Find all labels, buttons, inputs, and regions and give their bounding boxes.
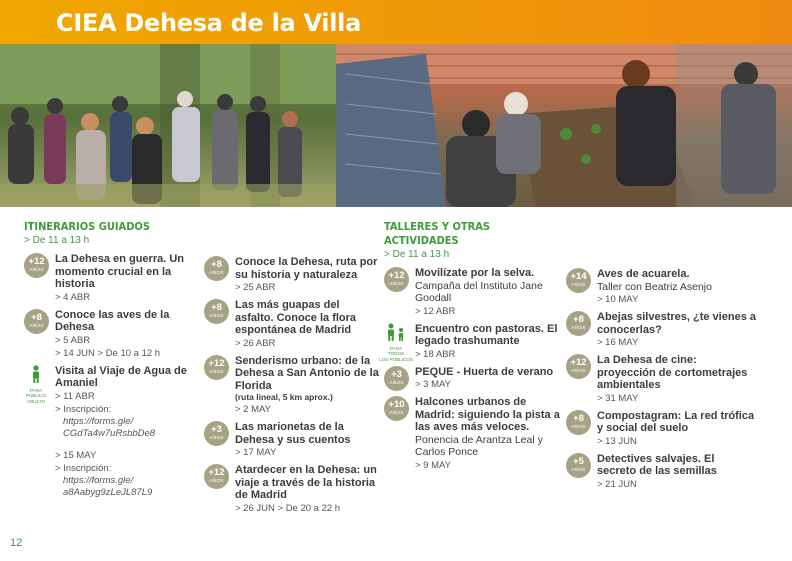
inscription-link[interactable]: https://forms.gle/ — [63, 474, 134, 486]
column-itinerarios-cont — [204, 256, 380, 520]
event-date: > 21 JUN — [597, 478, 637, 490]
age-badge: +12 AÑOS — [204, 464, 229, 489]
column-talleres — [379, 220, 564, 477]
event-date: > 2 MAY — [235, 404, 271, 415]
page-number: 12 — [10, 537, 23, 549]
event-title: Conoce las aves de la Dehesa — [55, 308, 170, 333]
section-title-talleres: TALLERES Y OTRAS — [384, 220, 491, 233]
section-time: > De 11 a 13 h — [24, 235, 90, 246]
event-item — [204, 464, 380, 515]
event-date: > 15 MAY — [55, 449, 97, 461]
event-title: Aves de acuarela. — [597, 268, 690, 280]
age-badge: +8 AÑOS — [204, 299, 229, 324]
event-date: > 14 JUN > De 10 a 12 h — [55, 347, 161, 359]
age-badge: +12 AÑOS — [204, 355, 229, 380]
photo-garden-workshop — [336, 44, 792, 207]
event-date: > 11 ABR — [55, 390, 95, 402]
age-badge: +8 AÑOS — [204, 256, 229, 281]
age-badge: +14 AÑOS — [566, 268, 591, 293]
section-title-itinerarios: ITINERARIOS GUIADOS — [24, 220, 150, 233]
event-title: Movilízate por la selva. — [415, 267, 535, 279]
inscription-link[interactable]: https://forms.gle/ — [63, 415, 134, 427]
photo-guided-walk — [0, 44, 336, 207]
age-badge: +12 AÑOS — [384, 267, 409, 292]
event-date: > 17 MAY — [235, 447, 277, 458]
event-item — [566, 311, 756, 349]
age-badge: +5 AÑOS — [566, 453, 591, 478]
event-date: > 31 MAY — [597, 392, 639, 404]
event-note: (ruta lineal, 5 km aprox.) — [235, 392, 333, 402]
event-subtitle: Ponencia de Arantza Leal y Carlos Ponce — [415, 433, 543, 458]
event-date: > 26 JUN > De 20 a 22 h — [235, 502, 341, 514]
event-item — [24, 365, 204, 499]
event-item — [204, 299, 380, 350]
event-title: Compostagram: La red trófica y social del suelo — [597, 409, 755, 434]
event-item — [24, 253, 204, 304]
event-title: Las más guapas del asfalto. Conoce la flora espontánea de Madrid — [235, 299, 357, 336]
event-item — [384, 366, 564, 392]
event-date: > 9 MAY — [415, 459, 451, 471]
event-title: Detectives salvajes. El secreto de las semillas — [597, 452, 717, 477]
inscription-link[interactable]: a8Aabyg9zLeJL87L9 — [63, 486, 153, 498]
event-title: Visita al Viaje de Agua de Amaniel — [55, 364, 187, 389]
inscription-label: > Inscripción: — [55, 403, 112, 415]
event-date: > 12 ABR — [415, 305, 456, 317]
event-date: > 25 ABR — [235, 282, 276, 293]
event-item — [204, 421, 380, 459]
event-title: PEQUE - Huerta de verano — [415, 365, 554, 378]
page-title: CIEA Dehesa de la Villa — [56, 9, 361, 37]
age-badge: +12 AÑOS — [24, 253, 49, 278]
event-item — [566, 410, 756, 448]
event-date: > 10 MAY — [597, 294, 639, 305]
event-title: Senderismo urbano: de la Dehesa a San Antonio de la Florida — [235, 354, 379, 392]
event-title: Encuentro con pastoras. El legado trashumante — [415, 322, 558, 347]
event-date: > 16 MAY — [597, 337, 639, 348]
event-item — [566, 268, 756, 306]
event-date: > 18 ABR — [415, 348, 456, 360]
event-title: La Dehesa de cine: proyección de cortometrajes ambientales — [597, 354, 748, 391]
inscription-label: > Inscripción: — [55, 462, 112, 474]
event-date: > 5 ABR — [55, 334, 91, 346]
event-item — [384, 267, 564, 318]
event-title: Conoce la Dehesa, ruta por su historia y naturaleza — [235, 256, 378, 281]
age-badge: +8 AÑOS — [566, 410, 591, 435]
event-item — [24, 309, 204, 360]
inscription-link[interactable]: CGdTa4w7uRsbbDe8 — [63, 427, 156, 439]
event-subtitle: Taller con Beatriz Asenjo — [597, 280, 712, 293]
event-title: Atardecer en la Dehesa: un viaje a través de la historia de Madrid — [235, 464, 377, 501]
section-title-talleres-2: ACTIVIDADES — [384, 234, 459, 247]
event-item — [384, 396, 564, 472]
age-badge: +8 AÑOS — [566, 311, 591, 336]
column-talleres-cont — [566, 268, 756, 496]
event-item — [204, 256, 380, 294]
section-time: > De 11 a 13 h — [384, 249, 450, 260]
event-subtitle: Campaña del Instituto Jane Goodall — [415, 279, 543, 304]
all-audiences-icon: PARA TODOS LOS PÚBLICOS — [380, 323, 412, 363]
event-date: > 3 MAY — [415, 379, 451, 390]
page-header — [0, 0, 792, 44]
event-date: > 13 JUN — [597, 435, 637, 447]
event-title: La Dehesa en guerra. Un momento crucial en la historia — [55, 253, 184, 290]
adult-audience-icon: PARA PÚBLICO ADULTO — [20, 365, 52, 405]
event-item — [566, 354, 756, 405]
age-badge: +8 AÑOS — [24, 309, 49, 334]
event-date: > 4 ABR — [55, 291, 91, 303]
event-title: Abejas silvestres, ¿te vienes a conocerlas? — [597, 311, 756, 336]
age-badge: +3 AÑOS — [204, 421, 229, 446]
event-item — [379, 322, 564, 362]
event-date: > 26 ABR — [235, 337, 276, 349]
event-item — [566, 453, 756, 491]
event-title: Halcones urbanos de Madrid: siguiendo la pista a las aves más veloces. — [415, 396, 560, 433]
column-itinerarios — [24, 220, 204, 504]
age-badge: +10 AÑOS — [384, 396, 409, 421]
age-badge: +3 AÑOS — [384, 366, 409, 391]
event-title: Las marionetas de la Dehesa y sus cuentos — [235, 421, 351, 446]
event-item — [204, 355, 380, 417]
age-badge: +12 AÑOS — [566, 354, 591, 379]
